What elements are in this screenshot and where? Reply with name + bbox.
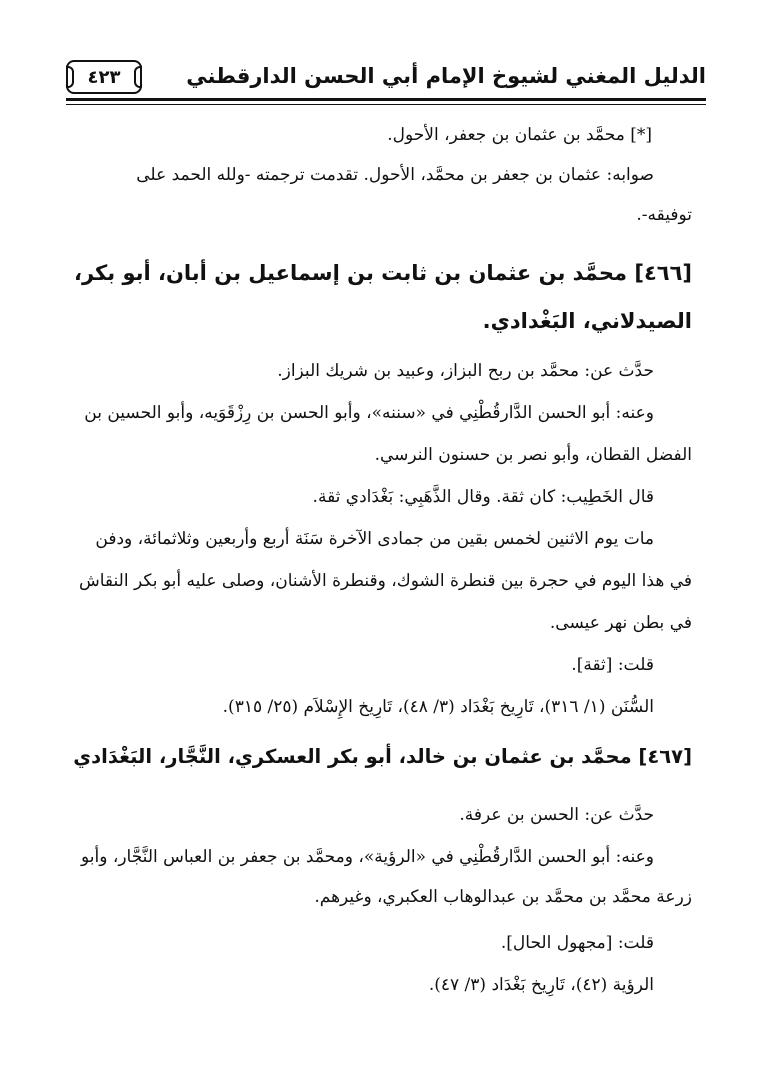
entry-466-line: الفضل القطان، وأبو نصر بن حسنون النرسي. (374, 445, 692, 465)
correction-line-1: [*] محمَّد بن عثمان بن جعفر، الأحول. (387, 125, 652, 145)
page-number: ٤٢٣ (66, 60, 142, 94)
entry-466-line: في بطن نهر عيسى. (549, 613, 692, 633)
entry-467-line: زرعة محمَّد بن محمَّد بن عبدالوهاب العكبري، وغيرهم. (314, 887, 692, 907)
header-rule (66, 98, 706, 101)
entry-466-line: حدَّث عن: محمَّد بن ربح البزاز، وعبيد بن شريك البزاز. (277, 361, 654, 381)
entry-467-line: حدَّث عن: الحسن بن عرفة. (459, 805, 654, 825)
running-header-title: الدليل المغني لشيوخ الإمام أبي الحسن الدارقطني (186, 64, 706, 88)
entry-466-line: قال الخَطِيب: كان ثقة. وقال الذَّهَبِي: بَغْدَادي ثقة. (312, 487, 654, 507)
entry-467-line: قلت: [مجهول الحال]. (500, 933, 654, 953)
correction-line-2: صوابه: عثمان بن جعفر بن محمَّد، الأحول. تقدمت ترجمته -ولله الحمد على (136, 165, 654, 185)
entry-467-line: وعنه: أبو الحسن الدَّارقُطْنِي في «الرؤية»، ومحمَّد بن جعفر بن العباس النَّجَّار، وأبو (80, 847, 654, 867)
entry-467-sources: الرؤية (٤٢)، تَارِيخ بَغْدَاد (٣/ ٤٧). (428, 975, 654, 995)
entry-466-heading-line-1: [٤٦٦] محمَّد بن عثمان بن ثابت بن إسماعيل بن أبان، أبو بكر، (74, 261, 692, 285)
entry-466-line: مات يوم الاثنين لخمس بقين من جمادى الآخرة سَنَة أربع وأربعين وثلاثمائة، ودفن (95, 529, 654, 549)
entry-466-line: في هذا اليوم في حجرة بين قنطرة الشوك، وقنطرة الأشنان، وصلى عليه أبو بكر النقاش (78, 571, 692, 591)
entry-467-heading: [٤٦٧] محمَّد بن عثمان بن خالد، أبو بكر العسكري، النَّجَّار، البَغْدَادي (73, 745, 692, 768)
entry-466-line: وعنه: أبو الحسن الدَّارقُطْنِي في «سننه»، وأبو الحسن بن رِزْقَوَيه، وأبو الحسين بن (84, 403, 654, 423)
entry-466-sources: السُّنَن (١/ ٣١٦)، تَارِيخ بَغْدَاد (٣/ ٤٨)، تَارِيخ الإِسْلاَم (٢٥/ ٣١٥). (222, 697, 654, 717)
entry-466-heading-line-2: الصيدلاني، البَغْدادي. (482, 309, 692, 333)
running-header (66, 58, 706, 102)
entry-466-line: قلت: [ثقة]. (571, 655, 654, 675)
correction-line-3: توفيقه-. (636, 205, 692, 225)
header-rule-thin (66, 104, 706, 105)
